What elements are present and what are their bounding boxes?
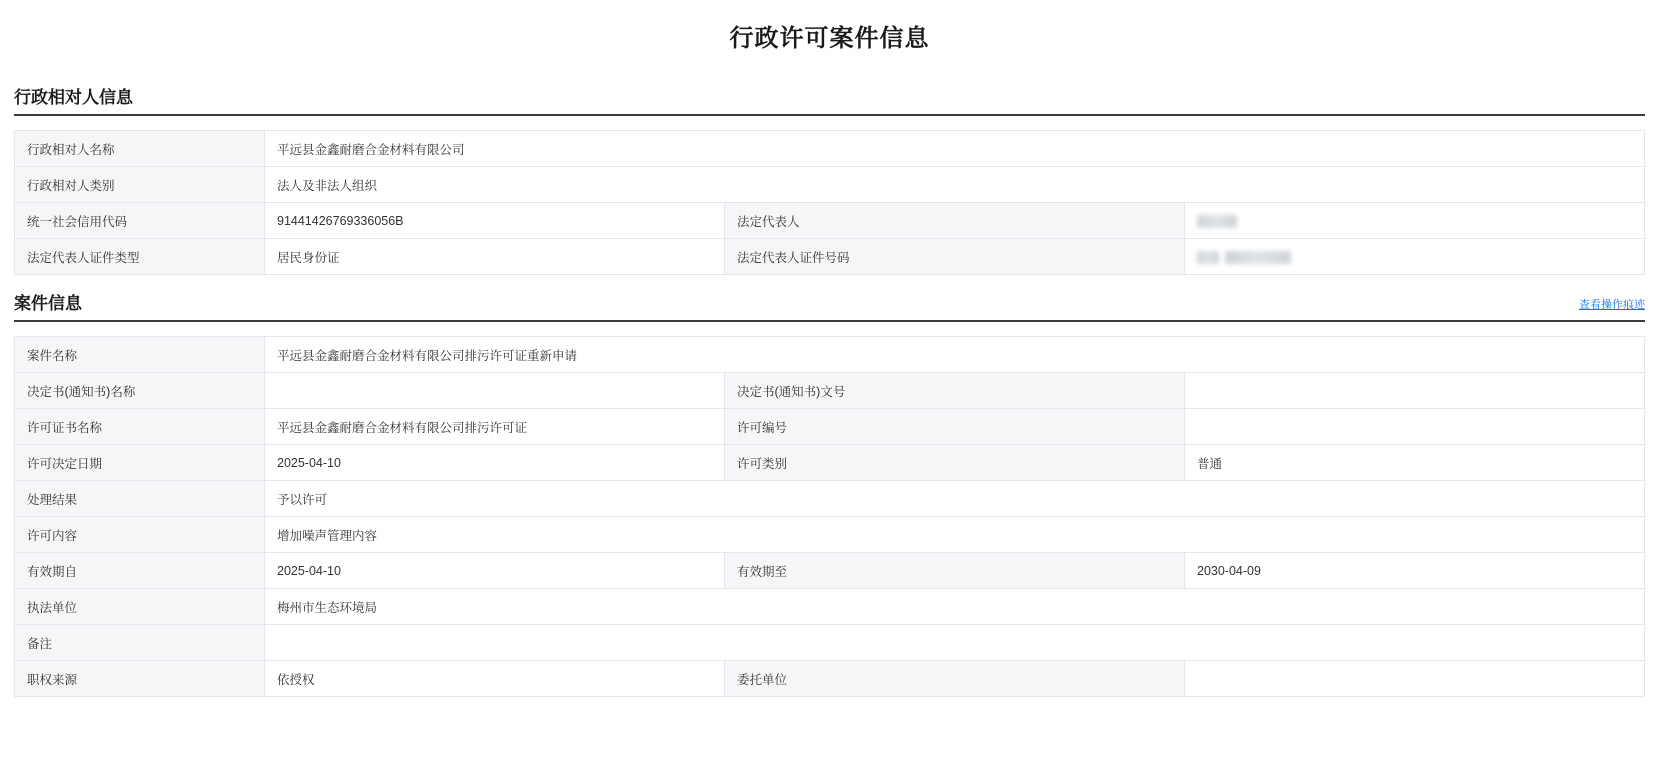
field-label: 法定代表人证件号码: [725, 239, 1185, 275]
field-value: 2025-04-10: [265, 445, 725, 481]
field-value: 平远县金鑫耐磨合金材料有限公司: [265, 131, 1645, 167]
field-value: [1185, 409, 1645, 445]
section-title: 行政相对人信息: [14, 88, 133, 107]
table-row: [15, 409, 1645, 445]
field-label: 许可内容: [15, 517, 265, 553]
field-value: 梅州市生态环境局: [265, 589, 1645, 625]
table-row: [15, 445, 1645, 481]
page-title: 行政许可案件信息: [729, 25, 930, 52]
field-value: [265, 625, 1645, 661]
masked-value: [1197, 213, 1237, 227]
field-value: 依授权: [265, 661, 725, 697]
field-value: [1185, 203, 1645, 239]
field-value: [1185, 661, 1645, 697]
table-row: [15, 481, 1645, 517]
case-info-body: [15, 337, 1645, 697]
table-row: [15, 131, 1645, 167]
field-value: [265, 373, 725, 409]
field-label: 统一社会信用代码: [15, 203, 265, 239]
field-label: 有效期至: [725, 553, 1185, 589]
field-label: 委托单位: [725, 661, 1185, 697]
field-label: 案件名称: [15, 337, 265, 373]
table-row: [15, 661, 1645, 697]
section-header: [14, 83, 1645, 116]
applicant-info-body: [15, 131, 1645, 275]
field-label: 处理结果: [15, 481, 265, 517]
masked-block: [1197, 251, 1219, 264]
field-label: 行政相对人名称: [15, 131, 265, 167]
table-row: [15, 553, 1645, 589]
field-label: 执法单位: [15, 589, 265, 625]
table-row: [15, 337, 1645, 373]
field-value: 2030-04-09: [1185, 553, 1645, 589]
field-value: 平远县金鑫耐磨合金材料有限公司排污许可证: [265, 409, 725, 445]
field-value: 增加噪声管理内容: [265, 517, 1645, 553]
bottom-spacer: [0, 697, 1659, 717]
field-value: 居民身份证: [265, 239, 725, 275]
field-label: 决定书(通知书)文号: [725, 373, 1185, 409]
view-operation-trace-link[interactable]: 查看操作痕迹: [1579, 299, 1645, 311]
table-row: [15, 239, 1645, 275]
table-row: [15, 625, 1645, 661]
field-label: 许可编号: [725, 409, 1185, 445]
section-header: [14, 289, 1645, 322]
table-row: [15, 373, 1645, 409]
field-label: 备注: [15, 625, 265, 661]
table-row: [15, 167, 1645, 203]
field-label: 法定代表人: [725, 203, 1185, 239]
masked-block: [1197, 215, 1237, 228]
table-row: [15, 203, 1645, 239]
case-info-table: [14, 336, 1645, 697]
field-value: 2025-04-10: [265, 553, 725, 589]
field-label: 法定代表人证件类型: [15, 239, 265, 275]
field-label: 有效期自: [15, 553, 265, 589]
table-row: [15, 589, 1645, 625]
field-value: 91441426769336056B: [265, 203, 725, 239]
field-value: 平远县金鑫耐磨合金材料有限公司排污许可证重新申请: [265, 337, 1645, 373]
field-value: 法人及非法人组织: [265, 167, 1645, 203]
field-label: 许可类别: [725, 445, 1185, 481]
field-label: 许可决定日期: [15, 445, 265, 481]
field-label: 行政相对人类别: [15, 167, 265, 203]
section-title: 案件信息: [14, 294, 82, 313]
field-label: 职权来源: [15, 661, 265, 697]
field-label: 许可证书名称: [15, 409, 265, 445]
section-case-info: [14, 289, 1645, 697]
masked-value: [1197, 249, 1291, 263]
table-row: [15, 517, 1645, 553]
applicant-info-table: [14, 130, 1645, 275]
field-value: [1185, 373, 1645, 409]
field-value: [1185, 239, 1645, 275]
masked-block: [1225, 251, 1291, 264]
section-applicant-info: [14, 83, 1645, 275]
field-value: 普通: [1185, 445, 1645, 481]
field-value: 予以许可: [265, 481, 1645, 517]
field-label: 决定书(通知书)名称: [15, 373, 265, 409]
